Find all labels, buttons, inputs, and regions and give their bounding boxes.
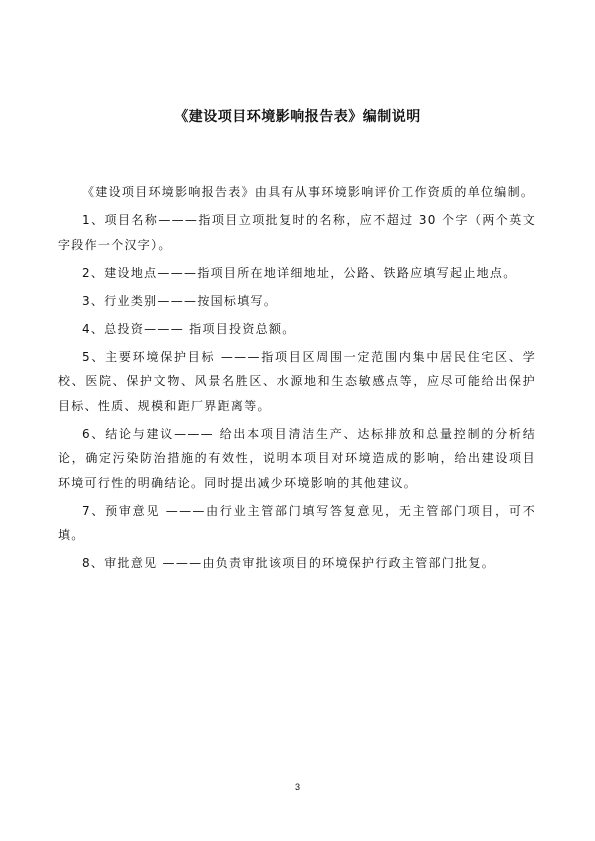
item-project-name: 1、项目名称———指项目立项批复时的名称，应不超过 30 个字（两个英文字段作一个汉字）。 <box>58 212 536 252</box>
item-conclusions: 6、结论与建议——— 给出本项目清洁生产、达标排放和总量控制的分析结论，确定污染防治措施的有效性，说明本项目对环境造成的影响，给出建设项目环境可行性的明确结论。同时提出减少环境影响的其他建议。 <box>58 426 536 490</box>
intro-paragraph: 《建设项目环境影响报告表》由具有从事环境影响评价工作资质的单位编制。 <box>82 185 535 199</box>
item-construction-site: 2、建设地点———指项目所在地详细地址，公路、铁路应填写起止地点。 <box>82 265 517 280</box>
document-title: 《建设项目环境影响报告表》编制说明 <box>174 109 421 125</box>
item-protection-targets: 5、主要环境保护目标 ———指项目区周围一定范围内集中居民住宅区、学校、医院、保护文物、风景名胜区、水源地和生态敏感点等，应尽可能给出保护目标、性质、规模和距厂界距离等。 <box>58 349 536 413</box>
item-industry-category: 3、行业类别———按国标填写。 <box>82 293 278 308</box>
item-pre-review-opinion: 7、预审意见 ———由行业主管部门填写答复意见，无主管部门项目，可不填。 <box>58 503 536 543</box>
item-total-investment: 4、总投资——— 指项目投资总额。 <box>82 321 296 336</box>
document-body <box>58 180 536 579</box>
item-approval-opinion: 8、审批意见 ———由负责审批该项目的环境保护行政主管部门批复。 <box>82 556 496 571</box>
page-number: 3 <box>294 782 300 792</box>
